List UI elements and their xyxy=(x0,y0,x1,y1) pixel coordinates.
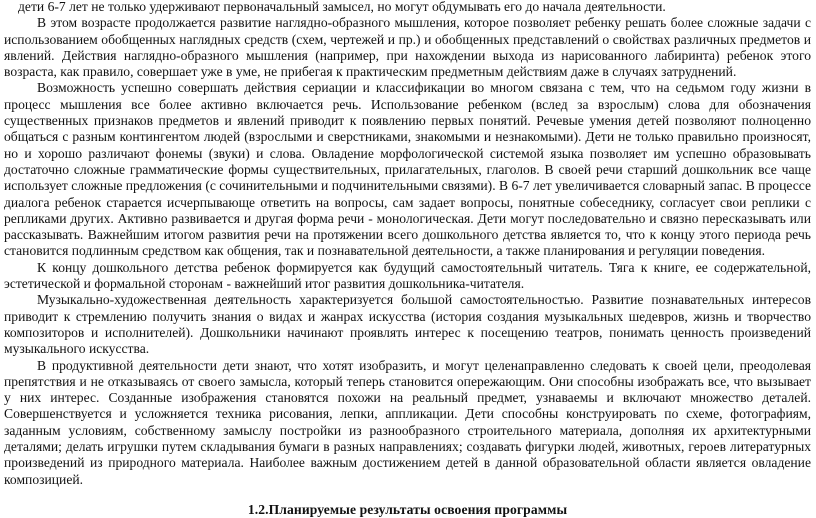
paragraph-visual-thinking: В этом возрасте продолжается развитие наглядно-образного мышления, которое позволяет ребенку решать более сложные задачи с использованием обобщенных наглядных средств (схем, чертежей и пр.) и обобщенных представлений о свойствах различных предметов и явлений. Действия наглядно-образного мышления (например, при нахождении выхода из нарисованного лабиринта) ребенок этого возраста, как правило, совершает уже в уме, не прибегая к практическим предметным действиям даже в случаях затруднений. xyxy=(4,15,811,80)
paragraph-reader: К концу дошкольного детства ребенок формируется как будущий самостоятельный читатель. Тяга к книге, ее содержательной, эстетической и формальной сторонам - важнейший итог развития дошкольника-читателя. xyxy=(4,259,811,292)
section-heading: 1.2.Планируемые результаты освоения программы xyxy=(247,501,568,517)
paragraph-productive-activity: В продуктивной деятельности дети знают, что хотят изобразить, и могут целенаправленно следовать к своей цели, преодолевая препятствия и не отказываясь от своего замысла, который теперь становится опережающим. Они способны изображать все, что вызывает у них интерес. Созданные изображения становятся похожи на реальный предмет, узнаваемы и включают множество деталей. Совершенствуется и усложняется техника рисования, лепки, аппликации. Дети способны конструировать по схеме, фотографиям, заданным условиям, собственному замыслу постройки из разнообразного строительного материала, дополняя их архитектурными деталями; делать игрушки путем складывания бумаги в разных направлениях; создавать фигурки людей, животных, героев литературных произведений из природного материала. Наиболее важным достижением детей в данной образовательной области является овладение композицией. xyxy=(4,357,811,487)
paragraph-continuation: дети 6-7 лет не только удерживают первоначальный замысел, но могут обдумывать его до начала деятельности. xyxy=(18,0,666,14)
paragraph-music-art: Музыкально-художественная деятельность характеризуется большой самостоятельностью. Развитие познавательных интересов приводит к стремлению получить знания о видах и жанрах искусства (история создания музыкальных шедевров, жизнь и творчество композиторов и исполнителей). Дошкольники начинают проявлять интерес к посещению театров, понимать ценность произведений музыкального искусства. xyxy=(4,292,811,357)
paragraph-speech-development: Возможность успешно совершать действия сериации и классификации во многом связана с тем, что на седьмом году жизни в процесс мышления все более активно включается речь. Использование ребенком (вслед за взрослым) слова для обозначения существенных признаков предметов и явлений приводит к появлению первых понятий. Речевые умения детей позволяют полноценно общаться с разным контингентом людей (взрослыми и сверстниками, знакомыми и незнакомыми). Дети не только правильно произносят, но и хорошо различают фонемы (звуки) и слова. Овладение морфологической системой языка позволяет им успешно образовывать достаточно сложные грамматические формы существительных, прилагательных, глаголов. В своей речи старший дошкольник все чаще использует сложные предложения (с сочинительными и подчинительными связями). В 6-7 лет увеличивается словарный запас. В процессе диалога ребенок старается исчерпывающе ответить на вопросы, сам задает вопросы, понятные собеседнику, согласует свои реплики с репликами других. Активно развивается и другая форма речи - монологическая. Дети могут последовательно и связно пересказывать или рассказывать. Важнейшим итогом развития речи на протяжении всего дошкольного детства является то, что к концу этого периода речь становится подлинным средством как общения, так и познавательной деятельности, а также планирования и регуляции поведения. xyxy=(4,80,811,259)
